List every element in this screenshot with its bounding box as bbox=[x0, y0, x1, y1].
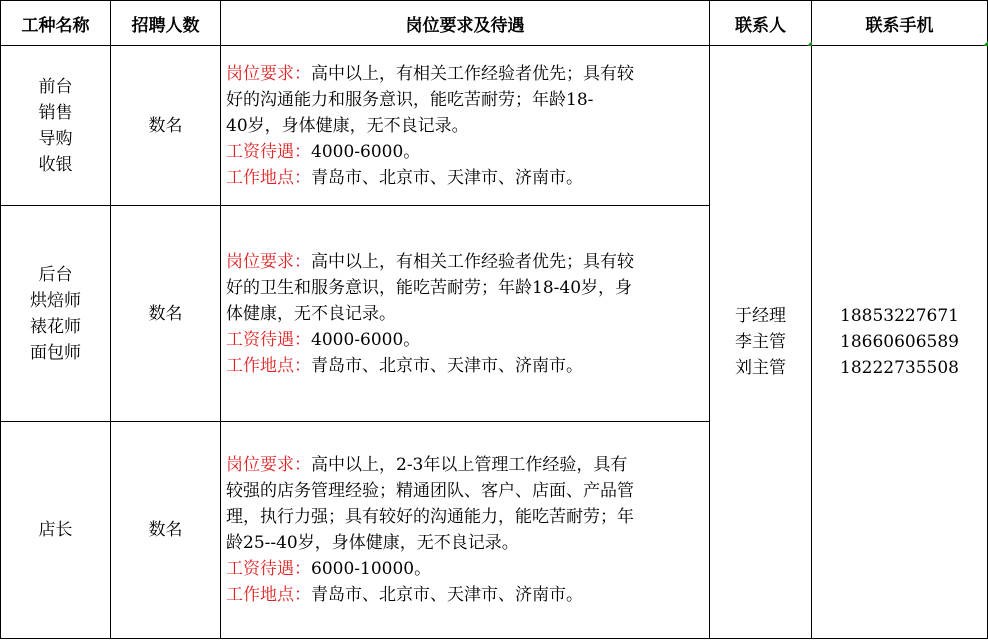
location-value: 青岛市、北京市、天津市、济南市。 bbox=[311, 355, 583, 376]
requirement-line bbox=[226, 61, 705, 87]
contact-person: 李主管 bbox=[735, 332, 786, 352]
job-type-name: 烘焙师 bbox=[30, 290, 81, 311]
salary-value: 6000-10000。 bbox=[311, 559, 432, 579]
location-value: 青岛市、北京市、天津市、济南市。 bbox=[311, 167, 583, 188]
requirement-label: 岗位要求： bbox=[226, 63, 311, 84]
requirement-text: 高中以上，有相关工作经验者优先；具有较 bbox=[311, 63, 634, 84]
requirement-text: 较强的店务管理经验；精通团队、客户、店面、产品管 bbox=[226, 481, 634, 501]
location-label: 工作地点： bbox=[226, 167, 311, 188]
requirement-line bbox=[226, 452, 705, 478]
mobile-number: 18853227671 bbox=[840, 306, 959, 326]
header-row bbox=[1, 1, 988, 46]
table-row bbox=[1, 46, 988, 206]
job-type-name: 店长 bbox=[38, 520, 73, 540]
header-mobile: 联系手机 bbox=[812, 1, 988, 46]
header-headcount: 招聘人数 bbox=[111, 1, 221, 46]
requirements-cell bbox=[221, 206, 710, 422]
headcount-cell: 数名 bbox=[111, 422, 221, 639]
location-label: 工作地点： bbox=[226, 355, 311, 376]
requirement-text: 理，执行力强；具有较好的沟通能力，能吃苦耐劳；年 bbox=[226, 507, 634, 527]
requirement-text: 体健康，无不良记录。 bbox=[226, 303, 396, 324]
requirement-label: 岗位要求： bbox=[226, 251, 311, 272]
location-value: 青岛市、北京市、天津市、济南市。 bbox=[311, 585, 583, 605]
job-type-name: 面包师 bbox=[30, 342, 81, 363]
salary-label: 工资待遇： bbox=[226, 141, 311, 162]
header-contact-person: 联系人 bbox=[710, 1, 812, 46]
job-type-name: 前台 bbox=[38, 76, 73, 97]
header-requirements: 岗位要求及待遇 bbox=[221, 1, 710, 46]
location-line bbox=[226, 353, 705, 379]
header-job-type: 工种名称 bbox=[1, 1, 111, 46]
job-type-name: 收银 bbox=[38, 154, 73, 175]
location-line bbox=[226, 582, 705, 608]
job-type-cell bbox=[1, 46, 111, 206]
contact-person: 刘主管 bbox=[735, 358, 786, 378]
job-type-cell bbox=[1, 206, 111, 422]
requirement-text: 高中以上，有相关工作经验者优先；具有较 bbox=[311, 251, 634, 272]
job-type-cell bbox=[1, 422, 111, 639]
job-type-name: 导购 bbox=[38, 128, 73, 149]
salary-line bbox=[226, 556, 705, 582]
salary-value: 4000-6000。 bbox=[311, 329, 421, 350]
requirement-text: 高中以上，2-3年以上管理工作经验，具有 bbox=[311, 455, 628, 475]
mobile-cell bbox=[812, 46, 988, 639]
salary-label: 工资待遇： bbox=[226, 559, 311, 579]
job-type-name: 后台 bbox=[38, 264, 73, 285]
mobile-number: 18222735508 bbox=[840, 358, 959, 378]
contact-person: 于经理 bbox=[735, 306, 786, 326]
requirement-text: 龄25--40岁，身体健康，无不良记录。 bbox=[226, 533, 519, 553]
location-line bbox=[226, 165, 705, 191]
salary-line bbox=[226, 139, 705, 165]
requirement-line bbox=[226, 249, 705, 275]
requirements-cell bbox=[221, 46, 710, 206]
requirement-label: 岗位要求： bbox=[226, 455, 311, 475]
mobile-number: 18660606589 bbox=[840, 332, 959, 352]
salary-line bbox=[226, 327, 705, 353]
requirement-text: 好的沟通能力和服务意识，能吃苦耐劳；年龄18- bbox=[226, 89, 594, 110]
headcount-cell: 数名 bbox=[111, 206, 221, 422]
requirements-cell bbox=[221, 422, 710, 639]
requirement-text: 40岁，身体健康，无不良记录。 bbox=[226, 115, 469, 136]
requirement-text: 好的卫生和服务意识，能吃苦耐劳；年龄18-40岁，身 bbox=[226, 277, 633, 298]
headcount-cell: 数名 bbox=[111, 46, 221, 206]
job-type-name: 裱花师 bbox=[30, 316, 81, 337]
location-label: 工作地点： bbox=[226, 585, 311, 605]
contact-person-cell bbox=[710, 46, 812, 639]
salary-value: 4000-6000。 bbox=[311, 141, 421, 162]
job-type-name: 销售 bbox=[38, 102, 73, 123]
salary-label: 工资待遇： bbox=[226, 329, 311, 350]
